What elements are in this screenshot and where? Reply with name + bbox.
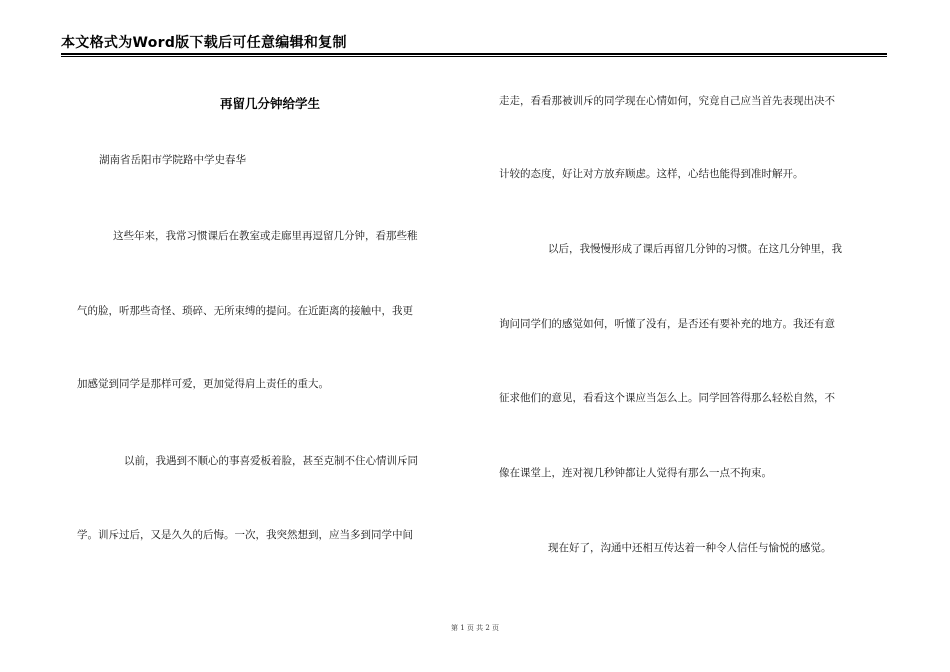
author-line: 湖南省岳阳市学院路中学史春华 — [99, 154, 246, 166]
paragraph-line: 现在好了，沟通中还相互传达着一种令人信任与愉悦的感觉。 — [548, 542, 832, 554]
paragraph-line: 气的脸，听那些奇怪、琐碎、无所束缚的提问。在近距离的接触中，我更 — [77, 305, 413, 317]
paragraph-line: 像在课堂上，连对视几秒钟都让人觉得有那么一点不拘束。 — [499, 467, 772, 479]
article-title: 再留几分钟给学生 — [219, 96, 320, 111]
header-rule-thick — [61, 53, 887, 55]
doc-banner: 本文格式为Word版下载后可任意编辑和复制 — [61, 35, 347, 51]
paragraph-line: 计较的态度，好让对方放弃顾虑。这样，心结也能得到准时解开。 — [499, 168, 804, 180]
paragraph-line: 加感觉到同学是那样可爱，更加觉得肩上责任的重大。 — [77, 378, 329, 390]
paragraph-line: 以后，我慢慢形成了课后再留几分钟的习惯。在这几分钟里，我 — [548, 243, 842, 255]
paragraph-line: 走走，看看那被训斥的同学现在心情如何，究竟自己应当首先表现出决不 — [499, 95, 835, 107]
paragraph-line: 询问同学们的感觉如何，听懂了没有，是否还有要补充的地方。我还有意 — [499, 318, 835, 330]
paragraph-line: 这些年来，我常习惯课后在教室或走廊里再逗留几分钟，看那些稚 — [113, 230, 418, 242]
paragraph-line: 征求他们的意见，看看这个课应当怎么上。同学回答得那么轻松自然，不 — [499, 392, 835, 404]
header-rule-thin — [61, 56, 887, 57]
paragraph-line: 以前，我遇到不顺心的事喜爱板着脸，甚至克制不住心情训斥同 — [124, 455, 418, 467]
page-number: 第 1 页 共 2 页 — [450, 624, 500, 632]
paragraph-line: 学。训斥过后，又是久久的后悔。一次，我突然想到，应当多到同学中间 — [77, 529, 413, 541]
